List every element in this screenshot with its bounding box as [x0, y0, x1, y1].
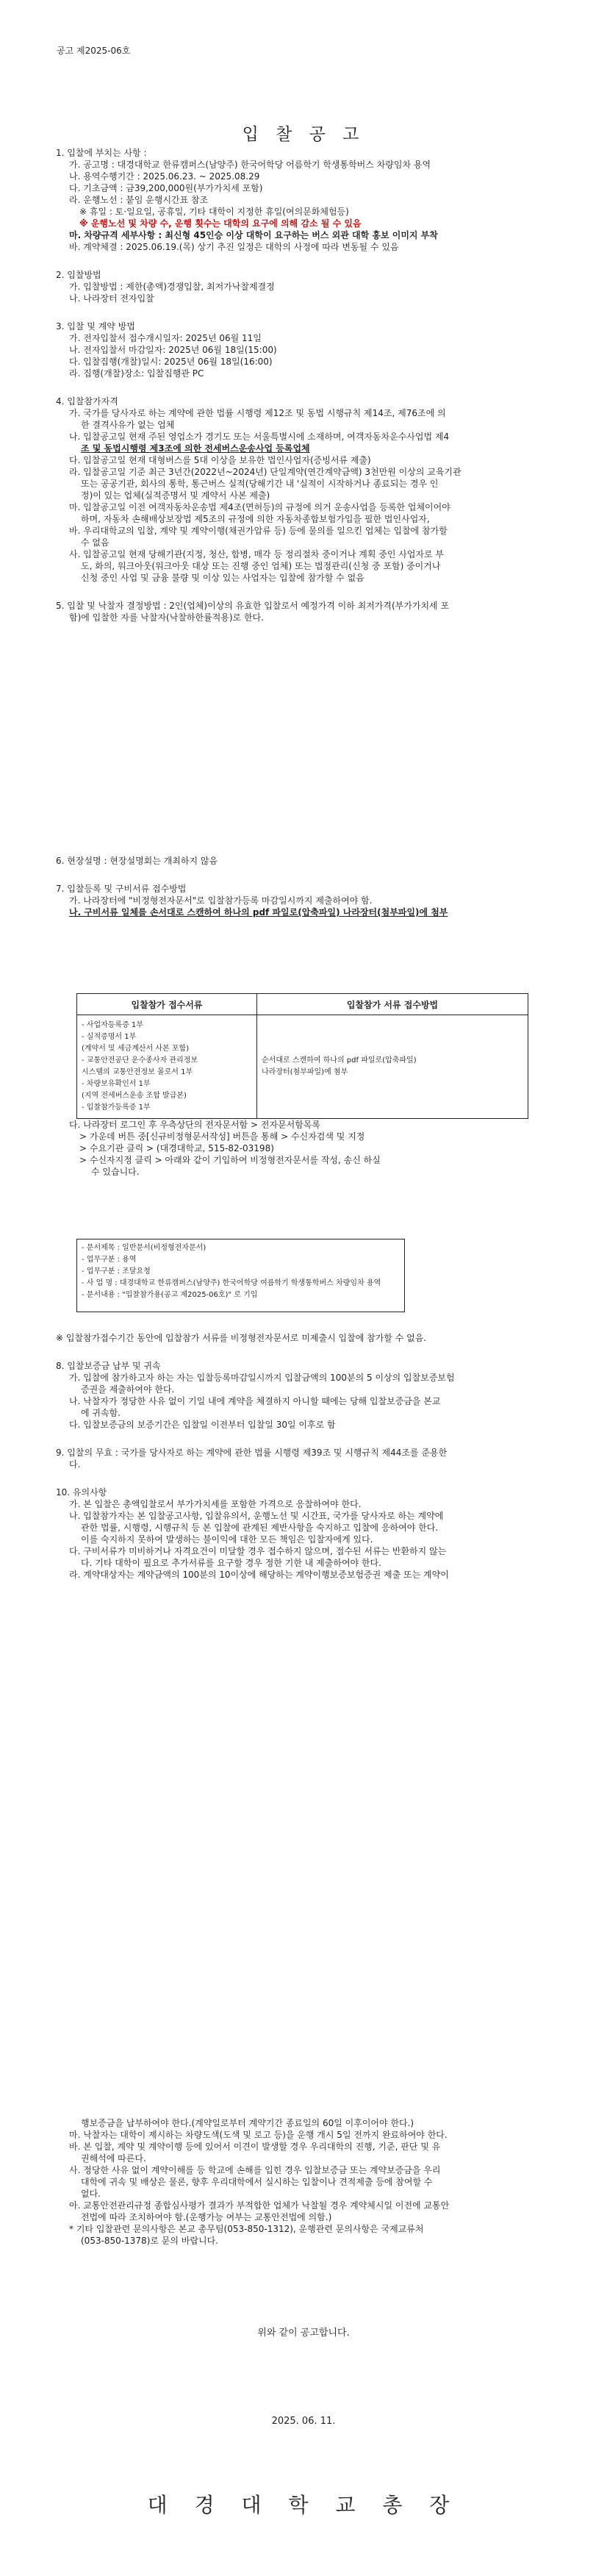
notice-line: 나. 입찰참가자는 본 입찰공고사항, 입찰유의서, 운행노선 및 시간표, 국가를 당사자로 하는 계약에	[69, 1511, 444, 1521]
notice-line: 가. 본 입찰은 총액입찰로서 부가가치세를 포함한 가격으로 응찰하여야 한다.	[69, 1499, 362, 1509]
notice-line: 나. 나라장터 전자입찰	[69, 293, 154, 304]
notice-line: 바. 우리대학교의 입찰, 계약 및 계약이행(채권가압류 등) 등에 물의를 일으킨 업체는 입찰에 참가할	[69, 526, 448, 536]
document-item: 시스템의 교통안전정보 몰로서 1부	[82, 1068, 193, 1076]
notice-line: 4. 입찰참가자격	[56, 396, 118, 407]
notice-line: 바. 계약체결 : 2025.06.19.(목) 상기 추진 일정은 대학의 사정에 따라 변동될 수 있음	[69, 242, 399, 252]
entry-guide-line: - 문서제목 : 일반문서(비정형전자문서)	[82, 1244, 206, 1252]
notice-line: 한 결격사유가 없는 업체	[81, 420, 175, 430]
document-item: (계약서 및 세금계산서 사본 포함)	[82, 1045, 190, 1053]
notice-line: 정)이 있는 업체(실적증명서 및 계약서 사본 제출)	[81, 490, 270, 501]
notice-line: 증권을 제출하여야 한다.	[81, 1384, 175, 1395]
document-item: - 입찰참가등록증 1부	[82, 1103, 151, 1112]
notice-line: 에 귀속함.	[81, 1408, 121, 1418]
entry-guide-line: - 문서내용 : "입찰참가용(공고 제2025-06호)" 로 기입	[82, 1291, 258, 1299]
notice-line: 7. 입찰등록 및 구비서류 접수방법	[56, 884, 187, 894]
notice-line: 다. 입찰보증금의 보증기간은 입찰일 이전부터 입찰일 30일 이후로 함	[69, 1420, 336, 1430]
notice-line: 라. 입찰공고일 기준 최근 3년간(2022년~2024년) 단일계약(연간계약금액) 3천만원 이상의 교육기관	[69, 467, 461, 477]
notice-line: 아. 교통안전관리규정 종합심사평가 결과가 부적합한 업체가 낙찰될 경우 계약체시일 이전에 교통안	[69, 2200, 450, 2211]
notice-line: 다. 기초금액 : 금39,200,000원(부가가치세 포함)	[69, 183, 263, 193]
submission-documents-table	[76, 993, 528, 1119]
documents-list-cell	[77, 1015, 257, 1119]
notice-line: 8. 입찰보증금 납부 및 귀속	[56, 1361, 161, 1371]
notice-line: 다. 나라장터 로그인 후 우측상단의 전자문서함 > 전자문서함목록	[69, 1120, 320, 1130]
notice-line: 대학에 귀속 및 배상은 물론, 향후 우리대학에서 실시하는 입찰이나 견적제출 등에 참여할 수	[81, 2177, 433, 2187]
notice-date: 2025. 06. 11.	[271, 2416, 336, 2427]
notice-line: 사. 정당한 사유 없이 계약이해를 등 학교에 손해를 입힌 경우 입찰보증금 또는 계약보증금을 우리	[69, 2165, 441, 2175]
notice-line: 나. 구비서류 일체를 손서대로 스캔하여 하나의 pdf 파일로(압축파일) 나라장터(첨부파일)에 첨부	[69, 907, 448, 917]
notice-line: 마. 차량규격 세부사항 : 최신형 45인승 이상 대학이 요구하는 버스 외관 대학 홍보 이미지 부착	[69, 230, 438, 240]
notice-line: > 수요기관 클릭 > (대경대학교, 515-82-03198)	[79, 1143, 274, 1153]
closing-statement: 위와 같이 공고합니다.	[257, 2328, 350, 2339]
entry-guide-line: - 사 업 명 : 대경대학교 한류캠퍼스(남양주) 한국어학당 여름학기 학생통학버스 차량임차 용역	[82, 1279, 381, 1287]
table-header-documents: 입찰참가 접수서류	[77, 994, 257, 1015]
entry-guide-line: - 업무구분 : 용역	[82, 1256, 137, 1264]
notice-line: 수 있습니다.	[91, 1167, 140, 1177]
notice-line: 3. 입찰 및 계약 방법	[56, 321, 135, 332]
notice-line: 가. 공고명 : 대경대학교 한류캠퍼스(남양주) 한국어학당 어름학기 학생통학버스 차량임차 용역	[69, 160, 431, 170]
notice-line: 다. 입찰집행(개찰)일시: 2025년 06월 18일(16:00)	[69, 357, 273, 367]
document-item: - 사업자등록증 1부	[82, 1021, 143, 1029]
notice-line: ※ 운행노선 및 차량 수, 운행 횟수는 대학의 요구에 의해 감소 될 수 있음	[79, 218, 362, 229]
notice-line: 라. 계약대상자는 계약금액의 100분의 10이상에 해당하는 계약이행보증보험증권 제출 또는 계약이	[69, 1570, 449, 1580]
notice-line: (053-850-1378)로 문의 바랍니다.	[81, 2236, 218, 2246]
notice-line: 다.	[69, 1459, 81, 1470]
notice-line: 5. 입찰 및 낙찰자 결정방법 : 2인(업체)이상의 유효한 입찰로서 예정가격 이하 최저가격(부가가치세 포	[56, 601, 450, 611]
entry-guide-line: - 업무구분 : 조달요청	[82, 1267, 151, 1276]
notice-line: 다. 입찰공고일 현재 대형버스를 5대 이상을 보유한 법인사업자(증빙서류 제출)	[69, 455, 371, 465]
notice-line: 1. 입찰에 부치는 사항 :	[56, 148, 147, 158]
notice-line: 이를 숙지하지 못하여 발생하는 불이익에 대한 모든 책임은 입찰자에게 있다.	[81, 1534, 373, 1545]
notice-line: ※ 휴일 : 토·일요일, 공휴일, 기타 대학이 지정한 휴일(여의문화체험등)	[79, 207, 349, 217]
notice-line: 나. 낙찰자가 정당한 사유 없이 기일 내에 계약을 체결하지 아니할 때에는 당해 입찰보증금을 본교	[69, 1396, 441, 1406]
submission-method-cell	[257, 1015, 528, 1119]
notice-line: 전법에 따라 조치하여야 함.(운행가능 여부는 교통안전법에 의함.)	[81, 2212, 332, 2222]
notice-line: * 기타 입찰관련 문의사항은 본교 총무팀(053-850-1312), 운행관련 문의사항은 국제교류처	[69, 2224, 424, 2234]
notice-line: > 수신자지정 클릭 > 아래와 같이 기입하여 비정형전자문서를 작성, 송신 하실	[79, 1155, 381, 1165]
notice-line: 함)에 입찰한 자를 낙찰자(낙찰하한률적용)로 한다.	[69, 612, 264, 623]
notice-line: 가. 전자입찰서 접수개시일자: 2025년 06월 11일	[69, 333, 262, 343]
notice-line: 수 없음	[81, 537, 109, 548]
notice-line: 신청 중인 사업 및 금융 불량 및 이상 있는 사업자는 입찰에 참가할 수 없음	[81, 573, 364, 583]
notice-line: 라. 운행노선 : 붙임 운행시간표 참조	[69, 195, 209, 205]
president-signature-line: 대 경 대 학 교 총 장	[147, 2493, 460, 2517]
notice-line: 다. 기타 대학이 필요로 추가서류를 요구할 경우 정한 기한 내 제출하여야 한다.	[81, 1558, 381, 1568]
notice-line: 또는 공공기관, 회사의 통학, 통근버스 실적(당해기간 내 '실적이 시작하거나 종료되는 경우 인	[81, 479, 439, 489]
notice-line: 6. 현장설명 : 현장설명회는 개최하지 않음	[56, 856, 218, 866]
document-item: - 차량보유확인서 1부	[82, 1080, 151, 1088]
notice-number: 공고 제2025-06호	[57, 46, 131, 56]
notice-line: 마. 낙찰자는 대학이 제시하는 차량도색(도색 및 로고 등)을 운행 개시 5일 전까지 완료하여야 한다.	[69, 2130, 448, 2140]
notice-line: 나. 전자입찰서 마감일자: 2025년 06월 18일(15:00)	[69, 345, 277, 355]
document-item: - 교통안전공단 운수종사자 관리정보	[82, 1056, 198, 1065]
notice-line: ※ 입찰참가접수기간 동안에 입찰참가 서류를 비정형전자문서로 미제출시 입찰에 참가할 수 없음.	[56, 1333, 427, 1343]
document-title: 입 찰 공 고	[242, 125, 365, 144]
notice-line: 나. 용역수행기간 : 2025.06.23. ~ 2025.08.29	[69, 171, 260, 182]
document-item: - 실적증명서 1부	[82, 1033, 137, 1041]
notice-page-2	[0, 1288, 607, 2576]
notice-line: > 가운데 버튼 중[신규비정형문서작성] 버튼을 통해 > 수신자검색 및 지정	[79, 1131, 365, 1142]
notice-line: 다. 구비서류가 미비하거나 자격요건이 미달할 경우 접수하지 않으며, 접수된 서류는 반환하지 않는	[69, 1546, 447, 1556]
notice-line: 관한 법률, 시행령, 시행규칙 등 본 입찰에 관계된 제반사항을 숙지하고 입찰에 응하여야 한다.	[81, 1523, 439, 1533]
notice-line: 마. 입찰공고일 이전 여객자동차운송법 제4조(면허등)의 규정에 의거 운송사업을 등록한 업체이어야	[69, 502, 450, 512]
table-header-method: 입찰참가 서류 접수방법	[257, 994, 528, 1015]
notice-line: 행보증금을 납부하여야 한다.(계약일로부터 계약기간 종료일의 60일 이후이어야 한다.)	[81, 2118, 414, 2128]
notice-line: 2. 입찰방법	[56, 270, 101, 280]
notice-line: 도, 화의, 워크아웃(워크아웃 대상 또는 진행 중인 업체) 또는 법정관리(신청 중 포함) 중이거나	[81, 561, 441, 571]
notice-line: 가. 나라장터에 "비정형전자문서"로 입찰참가등록 마감일시까지 제출하여야 함.	[69, 895, 373, 906]
notice-line: 9. 입찰의 무효 : 국가를 당사자로 하는 계약에 관한 법률 시행령 제39조 및 시행규칙 제44조를 준용한	[56, 1448, 448, 1458]
document-item: (지역 전세버스운송 조합 발급본)	[82, 1092, 187, 1100]
notice-line: 라. 집행(개찰)장소: 입찰집행관 PC	[69, 368, 204, 379]
notice-line: 바. 본 입찰, 계약 및 계약이행 등에 있어서 이견이 발생할 경우 우리대학의 진행, 기준, 판단 및 유	[69, 2142, 441, 2152]
notice-line: 가. 입찰방법 : 제한(총액)경쟁입찰, 최저가낙찰제결정	[69, 282, 275, 292]
method-line: 나라장터(첨부파일)에 첨부	[262, 1068, 348, 1076]
notice-line: 가. 국가를 당사자로 하는 계약에 관한 법률 시행령 제12조 및 동법 시행규칙 제14조, 제76조에 의	[69, 408, 446, 418]
notice-line: 없다.	[81, 2189, 101, 2199]
method-line: 순서대로 스캔하여 하나의 pdf 파일로(압축파일)	[262, 1056, 417, 1065]
notice-line: 나. 입찰공고일 현재 주된 영업소가 경기도 또는 서울특별시에 소재하며, 여객자동차운수사업법 제4	[69, 432, 450, 442]
notice-line: 가. 입찰에 참가하고자 하는 자는 입찰등록마감일시까지 입찰금액의 100분의 5 이상의 입찰보증보험	[69, 1373, 455, 1383]
notice-line: 10. 유의사항	[56, 1487, 107, 1498]
notice-line: 하며, 자동차 손해배상보장법 제5조의 규정에 의한 자동차종합보험가입을 필한 법인사업자,	[81, 514, 430, 524]
notice-line: 사. 입찰공고일 현재 당해기관(지정, 청산, 합병, 매각 등 정리절차 중이거나 계획 중인 사업자로 부	[69, 549, 445, 559]
notice-line: 조 및 동법시행령 제3조에 의한 전세버스운송사업 등록업체	[81, 443, 310, 454]
notice-line: 권해석에 따른다.	[81, 2153, 146, 2164]
